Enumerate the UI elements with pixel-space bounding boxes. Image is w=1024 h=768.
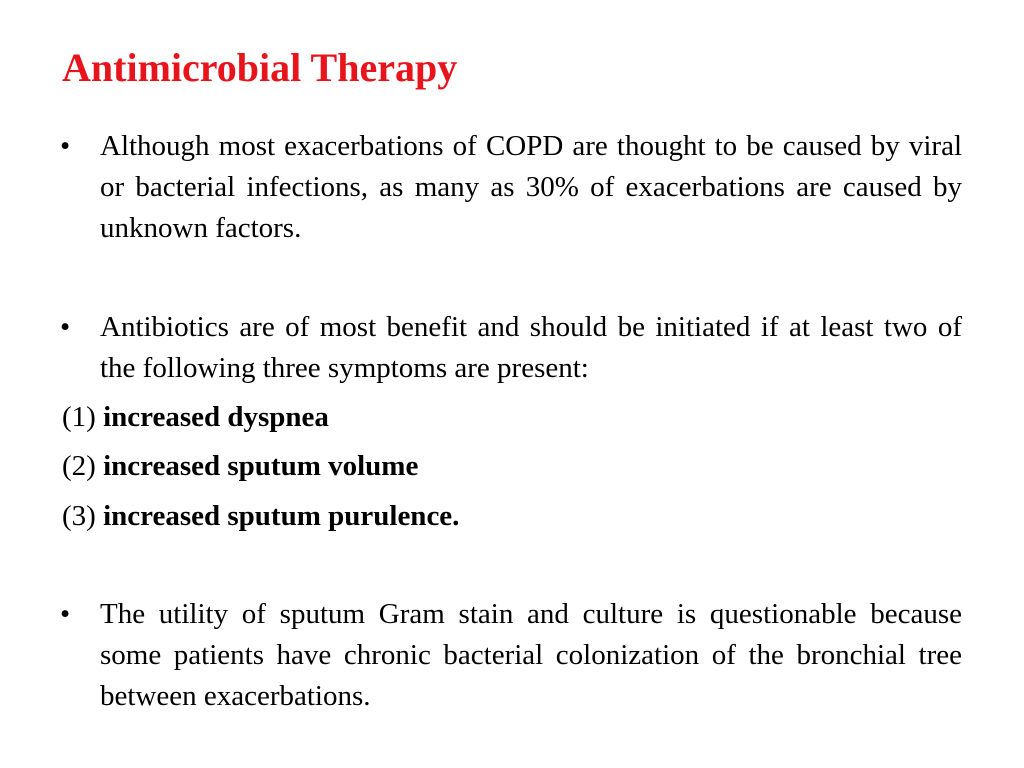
bullet-point-3	[60, 594, 962, 717]
symptom-text: increased dyspnea	[103, 401, 329, 433]
bullet-marker: •	[60, 130, 71, 162]
symptom-number: (2)	[62, 450, 96, 482]
symptom-number: (3)	[62, 500, 96, 532]
symptom-item-2	[62, 448, 418, 484]
bullet-marker: •	[60, 311, 71, 343]
symptom-number: (1)	[62, 401, 96, 433]
symptom-text: increased sputum purulence.	[103, 500, 460, 532]
symptom-text: increased sputum volume	[103, 450, 419, 482]
bullet-point-2	[60, 307, 962, 389]
bullet-text: The utility of sputum Gram stain and culture is questionable because some patients have chronic bacterial colonization of the bronchial tree between exacerbations.	[100, 598, 962, 712]
bullet-text: Although most exacerbations of COPD are thought to be caused by viral or bacterial infections, as many as 30% of exacerbations are caused by unknown factors.	[100, 130, 962, 244]
bullet-text: Antibiotics are of most benefit and should be initiated if at least two of the following three symptoms are present:	[100, 311, 962, 384]
bullet-marker: •	[60, 598, 71, 630]
bullet-point-1	[60, 126, 962, 249]
symptom-item-1	[62, 399, 329, 435]
symptom-item-3	[62, 498, 459, 534]
slide-title: Antimicrobial Therapy	[62, 45, 458, 90]
